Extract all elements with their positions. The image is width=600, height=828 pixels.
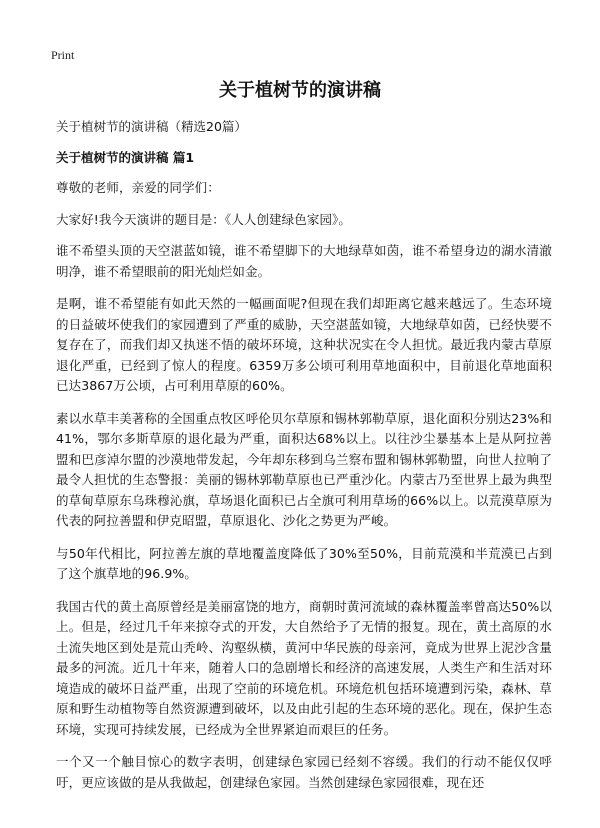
body-paragraph: 我国古代的黄土高原曾经是美丽富饶的地方，商朝时黄河流域的森林覆盖率曾高达50%以上。但是，经过几千年来掠夺式的开发，大自然给予了无情的报复。现在，黄土高原的水土流失地区到处是荒山秃岭、沟壑纵横，黄河中华民族的母亲河，竟成为世界上泥沙含量最多的河流。近几十年来，随着人口的急剧增长和经济的高速发展，人类生产和生活对环境造成的破坏日益严重，出现了空前的环境危机。环境危机包括环境遭到污染，森林、草原和野生动植物等自然资源遭到破坏，以及由此引起的生态环境的恶化。现在，保护生态环境，实现可持续发展，已经成为全世界紧迫而艰巨的任务。 — [56, 598, 552, 737]
body-paragraph: 素以水草丰美著称的全国重点牧区呼伦贝尔草原和锡林郭勒草原，退化面积分别达23%和41%，鄂尔多斯草原的退化最为严重，面积达68%以上。以往沙尘暴基本上是从阿拉善盟和巴彦淖尔盟的沙漠地带发起，今年却东移到乌兰察布盟和锡林郭勒盟，向世人拉响了最令人担忧的生态警报：美丽的锡林郭勒草原也已严重沙化。内蒙古乃至世界上最为典型的草甸草原东乌珠穆沁旗，草场退化面积已占全旗可利用草场的66%以上。以荒漠草原为代表的阿拉善盟和伊克昭盟，草原退化、沙化之势更为严峻。 — [56, 410, 552, 528]
document-title: 关于植树节的演讲稿 — [219, 80, 381, 101]
document-body — [56, 118, 552, 793]
body-paragraph: 一个又一个触目惊心的数字表明，创建绿色家园已经刻不容缓。我们的行动不能仅仅呼吁，更应该做的是从我做起，创建绿色家园。当然创建绿色家园很难，现在还 — [56, 754, 552, 790]
body-paragraph: 与50年代相比，阿拉善左旗的草地覆盖度降低了30%至50%，目前荒漠和半荒漠已占到了这个旗草地的96.9%。 — [56, 545, 552, 581]
document-subtitle: 关于植树节的演讲稿（精选20篇） — [56, 119, 247, 134]
body-paragraph: 谁不希望头顶的天空湛蓝如镜，谁不希望脚下的大地绿草如茵，谁不希望身边的湖水清澈明净，谁不希望眼前的阳光灿烂如金。 — [56, 243, 552, 279]
section-heading: 关于植树节的演讲稿 篇1 — [56, 150, 195, 165]
print-link[interactable]: Print — [51, 48, 75, 62]
intro-paragraph: 大家好!我今天演讲的题目是：《人人创建绿色家园》。 — [56, 211, 352, 227]
greeting-paragraph: 尊敬的老师，亲爱的同学们： — [56, 180, 220, 195]
body-paragraph: 是啊，谁不希望能有如此天然的一幅画面呢?但现在我们却距离它越来越远了。生态环境的日益破坏使我们的家园遭到了严重的威胁，天空湛蓝如镜，大地绿草如茵，已经快要不复存在了，而我们却又执迷不悟的破坏环境，这种状况实在令人担忧。最近我内蒙古草原退化严重，已经到了惊人的程度。6359万多公顷可利用草地面积中，目前退化草地面积已达3867万公顷，占可利用草原的60%。 — [56, 296, 552, 393]
